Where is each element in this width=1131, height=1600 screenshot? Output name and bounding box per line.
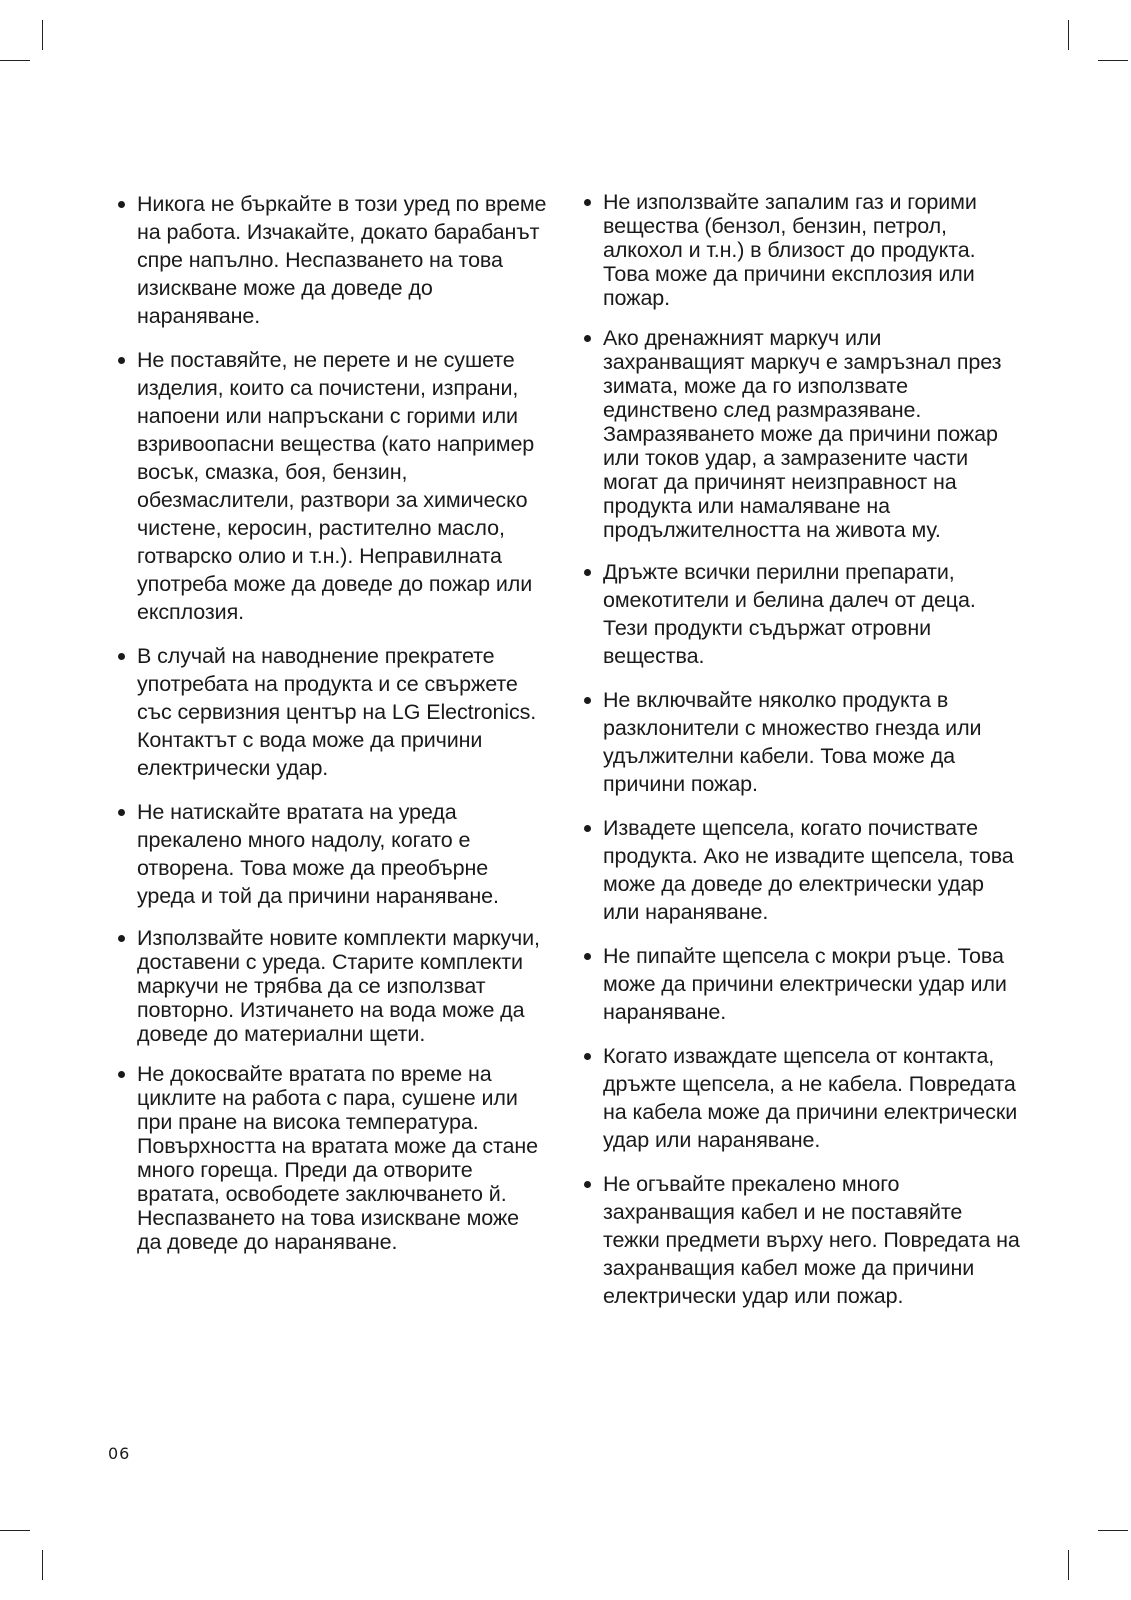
bullet-icon bbox=[584, 335, 591, 342]
safety-item bbox=[118, 926, 548, 1046]
safety-item-text: Никога не бъркайте в този уред по време на работа. Изчакайте, докато барабанът спре напълно. Неспазването на това изискване може да доведе до нараняване. bbox=[137, 192, 547, 328]
left-column bbox=[118, 190, 548, 1270]
bullet-icon bbox=[584, 825, 591, 832]
safety-item-text: Не пипайте щепсела с мокри ръце. Това може да причини електрически удар или нараняване. bbox=[603, 944, 1007, 1024]
right-column bbox=[584, 190, 1024, 1326]
safety-item bbox=[584, 814, 1024, 926]
crop-mark-bottom-left-horizontal bbox=[0, 1530, 30, 1531]
bullet-icon bbox=[584, 697, 591, 704]
bullet-icon bbox=[118, 201, 125, 208]
safety-item-text: Когато изваждате щепсела от контакта, дръжте щепсела, а не кабела. Повредата на кабела може да причини електрически удар или нараняване. bbox=[603, 1044, 1018, 1152]
bullet-icon bbox=[118, 653, 125, 660]
safety-item-text: Не натискайте вратата на уреда прекалено много надолу, когато е отворена. Това може да преобърне уреда и той да причини нараняване. bbox=[137, 800, 499, 908]
bullet-icon bbox=[118, 357, 125, 364]
safety-item bbox=[584, 190, 1024, 310]
crop-mark-bottom-left-vertical bbox=[42, 1550, 43, 1580]
safety-item bbox=[584, 686, 1024, 798]
safety-item bbox=[118, 1062, 548, 1254]
safety-item-text: Не включвайте няколко продукта в разклонители с множество гнезда или удължителни кабели. Това може да причини пожар. bbox=[603, 688, 982, 796]
safety-item bbox=[584, 1170, 1024, 1310]
page-number: 06 bbox=[108, 1444, 131, 1463]
safety-item-text: Ако дренажният маркуч или захранващият маркуч е замръзнал през зимата, може да го използвате единствено след размразяване. Замразяването може да причини пожар или токов удар, а замразените части могат да причинят неизправност на продукта или намаляване на продължителността на живота му. bbox=[603, 326, 1002, 542]
crop-mark-top-left-vertical bbox=[42, 20, 43, 50]
safety-item bbox=[118, 346, 548, 626]
bullet-icon bbox=[118, 1071, 125, 1078]
safety-item-text: Дръжте всички перилни препарати, омекотители и белина далеч от деца. Тези продукти съдържат отровни вещества. bbox=[603, 560, 976, 668]
safety-item bbox=[118, 190, 548, 330]
crop-mark-top-right-horizontal bbox=[1098, 60, 1128, 61]
crop-mark-bottom-right-horizontal bbox=[1098, 1530, 1128, 1531]
safety-item bbox=[118, 798, 548, 910]
bullet-icon bbox=[118, 809, 125, 816]
safety-item-text: Не използвайте запалим газ и горими вещества (бензол, бензин, петрол, алкохол и т.н.) в близост до продукта. Това може да причини експлозия или пожар. bbox=[603, 190, 977, 310]
safety-item-text: Извадете щепсела, когато почиствате продукта. Ако не извадите щепсела, това може да доведе до електрически удар или нараняване. bbox=[603, 816, 1014, 924]
bullet-icon bbox=[584, 569, 591, 576]
safety-item bbox=[584, 1042, 1024, 1154]
bullet-icon bbox=[118, 935, 125, 942]
bullet-icon bbox=[584, 199, 591, 206]
safety-item bbox=[584, 558, 1024, 670]
crop-mark-top-right-vertical bbox=[1068, 20, 1069, 50]
safety-item-text: Използвайте новите комплекти маркучи, доставени с уреда. Старите комплекти маркучи не трябва да се използват повторно. Изтичането на вода може да доведе до материални щети. bbox=[137, 926, 540, 1046]
safety-item bbox=[584, 942, 1024, 1026]
bullet-icon bbox=[584, 1053, 591, 1060]
crop-mark-top-left-horizontal bbox=[0, 60, 30, 61]
safety-item-text: Не огъвайте прекалено много захранващия кабел и не поставяйте тежки предмети върху него. Повредата на захранващия кабел може да причини електрически удар или пожар. bbox=[603, 1172, 1020, 1308]
bullet-icon bbox=[584, 953, 591, 960]
safety-item bbox=[584, 326, 1024, 542]
safety-item-text: В случай на наводнение прекратете употребата на продукта и се свържете със сервизния център на LG Electronics. Контактът с вода може да причини електрически удар. bbox=[137, 644, 537, 780]
safety-item-text: Не поставяйте, не перете и не сушете изделия, които са почистени, изпрани, напоени или напръскани с горими или взривоопасни вещества (като например восък, смазка, боя, бензин, обезмаслители, разтвори за химическо чистене, керосин, растително масло, готварско олио и т.н.). Неправилната употреба може да доведе до пожар или експлозия. bbox=[137, 348, 535, 624]
safety-item-text: Не докосвайте вратата по време на циклите на работа с пара, сушене или при пране на висока температура. Повърхността на вратата може да стане много гореща. Преди да отворите вратата, освободете заключването й. Неспазването на това изискване може да доведе до нараняване. bbox=[137, 1062, 539, 1254]
safety-item bbox=[118, 642, 548, 782]
crop-mark-bottom-right-vertical bbox=[1068, 1550, 1069, 1580]
bullet-icon bbox=[584, 1181, 591, 1188]
